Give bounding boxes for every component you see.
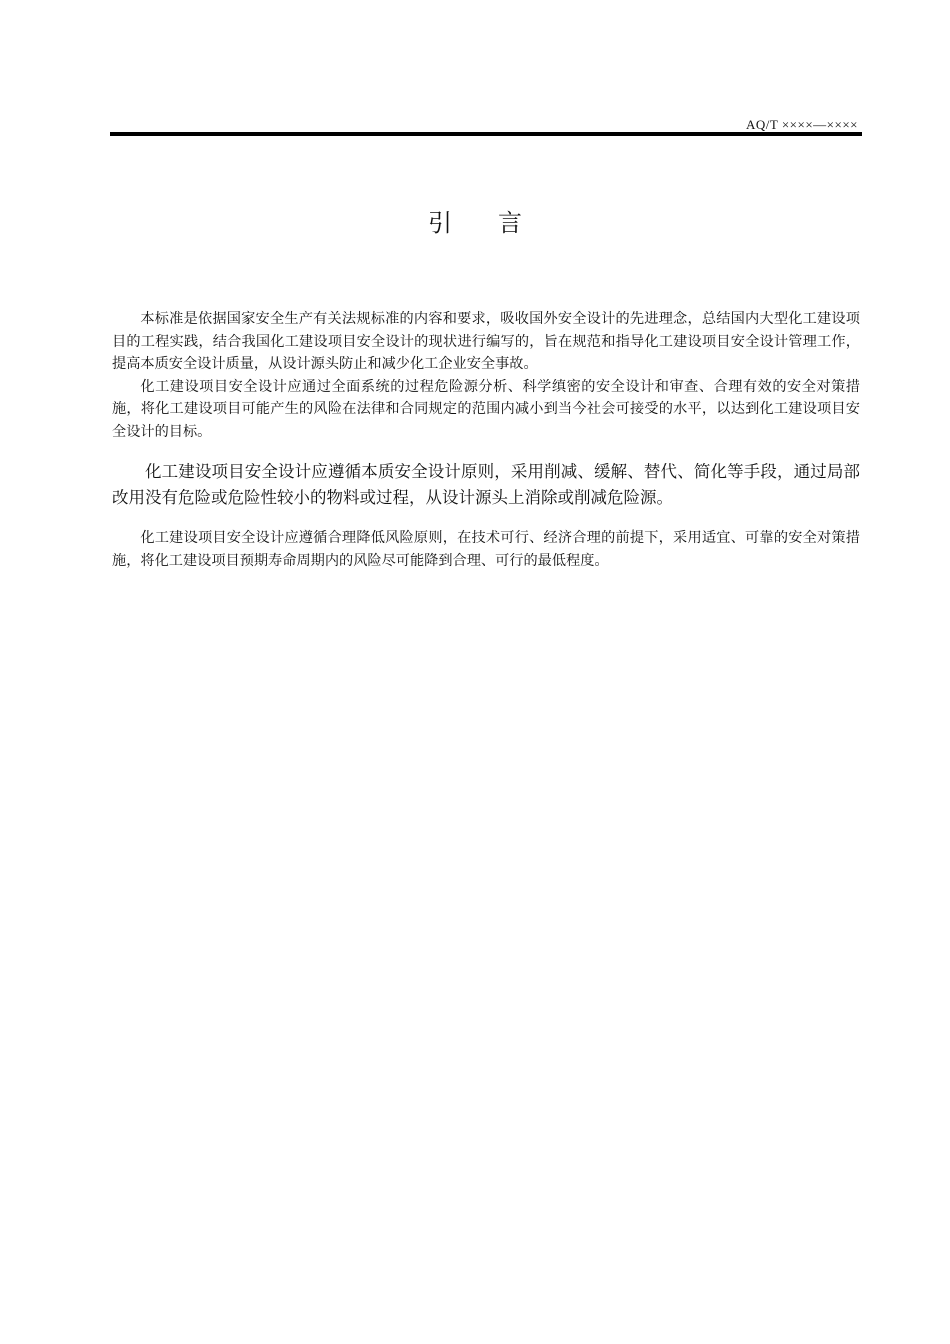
paragraph-1: 本标准是依据国家安全生产有关法规标准的内容和要求，吸收国外安全设计的先进理念，总结国内大型化工建设项目的工程实践，结合我国化工建设项目安全设计的现状进行编写的，旨在规范和指导化工建设项目安全设计管理工作，提高本质安全设计质量，从设计源头防止和减少化工企业安全事故。: [112, 311, 860, 372]
header-rule: [110, 132, 862, 136]
document-body: [112, 308, 860, 572]
paragraph-2: 化工建设项目安全设计应通过全面系统的过程危险源分析、科学缜密的安全设计和审查、合理有效的安全对策措施，将化工建设项目可能产生的风险在法律和合同规定的范围内减小到当今社会可接受的水平，以达到化工建设项目安全设计的目标。: [112, 378, 860, 440]
paragraph-4: 化工建设项目安全设计应遵循合理降低风险原则，在技术可行、经济合理的前提下，采用适宜、可靠的安全对策措施，将化工建设项目预期寿命周期内的风险尽可能降到合理、可行的最低程度。: [112, 530, 860, 569]
standard-code: AQ/T ××××—××××: [746, 117, 858, 132]
paragraph-3: 化工建设项目安全设计应遵循本质安全设计原则，采用削减、缓解、替代、简化等手段，通过局部改用没有危险或危险性较小的物料或过程，从设计源头上消除或削减危险源。: [112, 462, 860, 507]
section-title: 引言: [428, 209, 568, 237]
